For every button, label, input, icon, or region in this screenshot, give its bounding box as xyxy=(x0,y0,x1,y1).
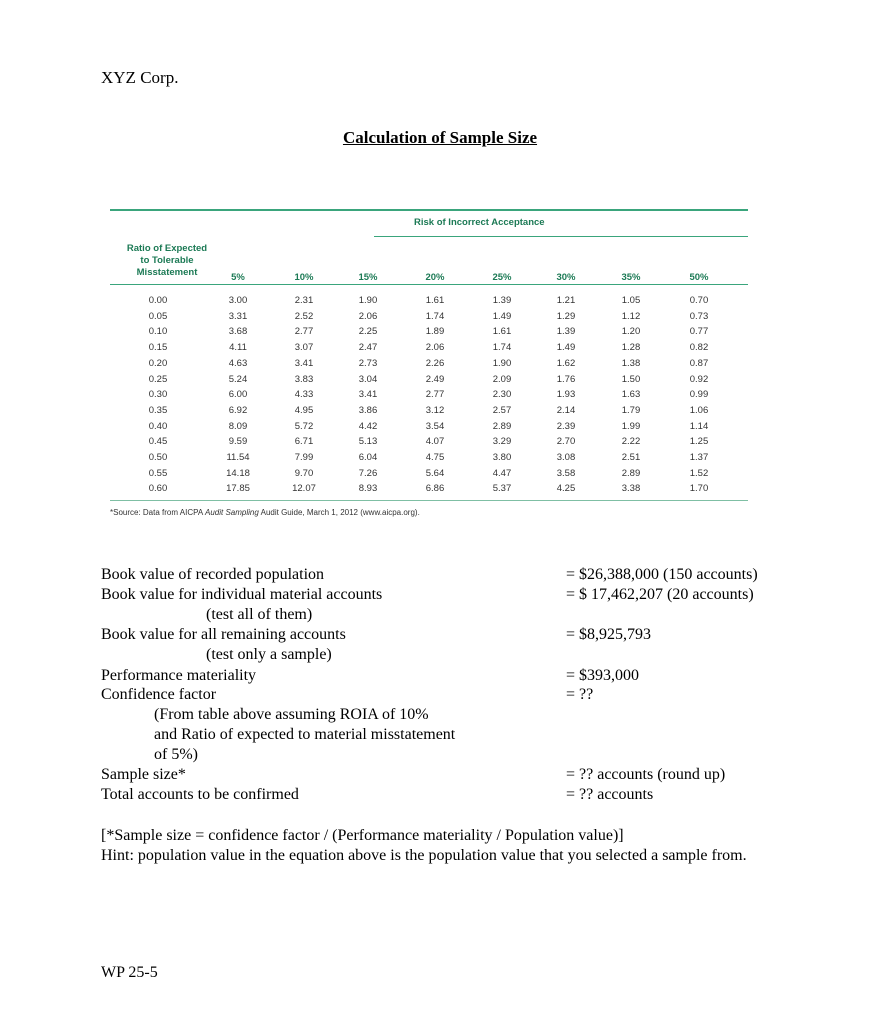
table-cell: 1.28 xyxy=(621,342,641,354)
table-cell: 4.25 xyxy=(556,483,576,495)
table-cell: 6.71 xyxy=(294,436,314,448)
table-cell: 2.39 xyxy=(556,420,576,432)
table-cell: 1.70 xyxy=(689,483,709,495)
table-cell: 2.26 xyxy=(425,357,445,369)
table-cell: 3.83 xyxy=(294,373,314,385)
table-cell: 5.24 xyxy=(228,373,248,385)
table-cell: 4.33 xyxy=(294,389,314,401)
table-cell: 1.93 xyxy=(556,389,576,401)
table-cell: 0.70 xyxy=(689,295,709,306)
column-header: 30% xyxy=(556,272,576,283)
table-cell: 1.05 xyxy=(621,295,641,306)
total-accounts-label: Total accounts to be confirmed xyxy=(101,786,299,803)
sample-size-label: Sample size* xyxy=(101,766,186,783)
table-cell: 2.14 xyxy=(556,404,576,416)
table-cell: 12.07 xyxy=(292,483,316,495)
material-value: = $ 17,462,207 (20 accounts) xyxy=(566,586,754,603)
table-cell: 11.54 xyxy=(226,452,250,463)
risk-header: Risk of Incorrect Acceptance xyxy=(414,217,545,228)
table-cell: 14.18 xyxy=(226,467,250,479)
table-cell: 5.37 xyxy=(492,483,512,495)
confidence-note-2: and Ratio of expected to material misstatement xyxy=(154,726,456,743)
table-cell: 2.47 xyxy=(358,342,378,354)
table-cell: 1.21 xyxy=(556,295,576,306)
source-prefix: *Source: Data from AICPA xyxy=(110,508,206,517)
table-cell: 3.80 xyxy=(492,452,512,463)
ratio-cell: 0.40 xyxy=(148,420,168,432)
column-header: 25% xyxy=(492,272,512,283)
book-value-label: Book value of recorded population xyxy=(101,566,325,583)
table-cell: 3.12 xyxy=(425,404,445,416)
table-cell: 1.49 xyxy=(492,310,512,322)
ratio-cell: 0.60 xyxy=(148,483,168,495)
table-cell: 1.38 xyxy=(621,357,641,369)
table-cell: 2.70 xyxy=(556,436,576,448)
column-header-rule xyxy=(110,284,748,285)
table-cell: 2.22 xyxy=(621,436,641,448)
performance-value: = $393,000 xyxy=(566,667,640,684)
table-cell: 3.54 xyxy=(425,420,445,432)
remaining-note: (test only a sample) xyxy=(206,646,332,663)
table-cell: 0.87 xyxy=(689,357,709,369)
table-cell: 3.86 xyxy=(358,404,378,416)
ratio-cell: 0.20 xyxy=(148,357,168,369)
table-cell: 1.90 xyxy=(492,357,512,369)
performance-label: Performance materiality xyxy=(101,667,257,684)
confidence-value: = ?? xyxy=(566,686,594,703)
table-cell: 2.25 xyxy=(358,326,378,338)
table-cell: 5.13 xyxy=(358,436,378,448)
column-header: 5% xyxy=(231,272,245,283)
ratio-cell: 0.45 xyxy=(148,436,168,448)
ratio-cell: 0.55 xyxy=(148,467,168,479)
table-cell: 3.58 xyxy=(556,467,576,479)
table-cell: 1.37 xyxy=(689,452,709,463)
table-cell: 2.57 xyxy=(492,404,512,416)
workpaper-ref: WP 25-5 xyxy=(101,964,158,981)
table-cell: 5.64 xyxy=(425,467,445,479)
table-cell: 6.04 xyxy=(358,452,378,463)
table-cell: 3.08 xyxy=(556,452,576,463)
table-cell: 1.99 xyxy=(621,420,641,432)
table-cell: 1.79 xyxy=(621,404,641,416)
table-cell: 4.95 xyxy=(294,404,314,416)
risk-header-rule xyxy=(374,236,748,237)
confidence-label: Confidence factor xyxy=(101,686,217,703)
table-cell: 2.49 xyxy=(425,373,445,385)
table-cell: 1.62 xyxy=(556,357,576,369)
table-cell: 7.99 xyxy=(294,452,314,463)
table-cell: 1.90 xyxy=(358,295,378,306)
material-note: (test all of them) xyxy=(206,606,313,623)
table-cell: 3.00 xyxy=(228,295,248,306)
table-cell: 6.92 xyxy=(228,404,248,416)
confidence-note-1: (From table above assuming ROIA of 10% xyxy=(154,706,429,723)
table-cell: 1.50 xyxy=(621,373,641,385)
table-cell: 2.06 xyxy=(358,310,378,322)
confidence-note-3: of 5%) xyxy=(154,746,198,763)
table-cell: 2.52 xyxy=(294,310,314,322)
ratio-header-line: Misstatement xyxy=(136,267,198,278)
table-cell: 2.77 xyxy=(425,389,445,401)
table-cell: 4.75 xyxy=(425,452,445,463)
table-cell: 0.73 xyxy=(689,310,709,322)
table-cell: 2.09 xyxy=(492,373,512,385)
ratio-header xyxy=(122,243,212,279)
table-cell: 0.77 xyxy=(689,326,709,338)
table-cell: 4.63 xyxy=(228,357,248,369)
table-cell: 2.30 xyxy=(492,389,512,401)
ratio-cell: 0.25 xyxy=(148,373,168,385)
table-cell: 2.89 xyxy=(492,420,512,432)
table-cell: 17.85 xyxy=(226,483,250,495)
table-cell: 1.61 xyxy=(425,295,445,306)
table-cell: 3.04 xyxy=(358,373,378,385)
page-title: Calculation of Sample Size xyxy=(342,128,538,147)
table-cell: 4.47 xyxy=(492,467,512,479)
company-name: XYZ Corp. xyxy=(101,68,179,87)
ratio-cell: 0.50 xyxy=(148,452,168,463)
table-cell: 9.70 xyxy=(294,467,314,479)
table-cell: 2.31 xyxy=(294,295,314,306)
ratio-header-line: to Tolerable xyxy=(140,255,194,266)
ratio-header-line: Ratio of Expected xyxy=(126,243,208,254)
ratio-cell: 0.10 xyxy=(148,326,168,338)
remaining-value: = $8,925,793 xyxy=(566,626,652,643)
column-header: 15% xyxy=(358,272,378,283)
table-cell: 2.77 xyxy=(294,326,314,338)
table-cell: 1.39 xyxy=(556,326,576,338)
table-cell: 3.38 xyxy=(621,483,641,495)
source-suffix: Audit Guide, March 1, 2012 (www.aicpa.org). xyxy=(258,508,420,517)
table-cell: 9.59 xyxy=(228,436,248,448)
table-cell: 4.11 xyxy=(229,342,247,354)
table-cell: 3.29 xyxy=(492,436,512,448)
material-label: Book value for individual material accounts xyxy=(101,586,383,603)
table-cell: 6.86 xyxy=(425,483,445,495)
ratio-cell: 0.05 xyxy=(148,310,168,322)
table-cell: 2.06 xyxy=(425,342,445,354)
column-header: 10% xyxy=(294,272,314,283)
table-cell: 1.76 xyxy=(556,373,576,385)
table-cell: 3.41 xyxy=(358,389,378,401)
table-cell: 0.92 xyxy=(689,373,709,385)
table-cell: 8.93 xyxy=(358,483,378,495)
hint-note: Hint: population value in the equation above is the population value that you selected a sample from. xyxy=(101,847,747,864)
formula-note: [*Sample size = confidence factor / (Performance materiality / Population value)] xyxy=(101,827,624,844)
table-cell: 2.73 xyxy=(358,357,378,369)
table-cell: 1.12 xyxy=(621,310,641,322)
table-cell: 1.06 xyxy=(689,404,709,416)
table-cell: 4.07 xyxy=(425,436,445,448)
table-cell: 3.68 xyxy=(228,326,248,338)
table-cell: 0.82 xyxy=(689,342,709,354)
book-value-value: = $26,388,000 (150 accounts) xyxy=(566,566,758,583)
total-accounts-value: = ?? accounts xyxy=(566,786,654,803)
table-cell: 3.31 xyxy=(228,310,248,322)
table-cell: 4.42 xyxy=(358,420,378,432)
table-bottom-rule xyxy=(110,500,748,501)
ratio-cell: 0.35 xyxy=(148,404,168,416)
table-cell: 1.29 xyxy=(556,310,576,322)
ratio-cell: 0.00 xyxy=(148,295,168,306)
table-cell: 5.72 xyxy=(294,420,314,432)
source-italic: Audit Sampling xyxy=(205,508,259,517)
table-cell: 7.26 xyxy=(358,467,378,479)
ratio-cell: 0.15 xyxy=(148,342,168,354)
table-cell: 1.74 xyxy=(425,310,445,322)
table-cell: 1.74 xyxy=(492,342,512,354)
remaining-label: Book value for all remaining accounts xyxy=(101,626,346,643)
table-cell: 1.20 xyxy=(621,326,641,338)
column-header: 20% xyxy=(425,272,445,283)
table-cell: 1.61 xyxy=(492,326,512,338)
table-source xyxy=(110,508,420,517)
table-cell: 1.39 xyxy=(492,295,512,306)
table-cell: 0.99 xyxy=(689,389,709,401)
table-cell: 8.09 xyxy=(228,420,248,432)
table-cell: 1.89 xyxy=(425,326,445,338)
table-cell: 1.49 xyxy=(556,342,576,354)
table-cell: 1.25 xyxy=(689,436,709,448)
table-cell: 3.41 xyxy=(294,357,314,369)
ratio-cell: 0.30 xyxy=(148,389,168,401)
table-cell: 3.07 xyxy=(294,342,314,354)
table-cell: 6.00 xyxy=(228,389,248,401)
sample-size-value: = ?? accounts (round up) xyxy=(566,766,726,783)
table-cell: 2.89 xyxy=(621,467,641,479)
table-top-rule xyxy=(110,209,748,211)
notes-block xyxy=(101,826,781,866)
table-cell: 1.52 xyxy=(689,467,709,479)
table-cell: 1.14 xyxy=(689,420,709,432)
confidence-factor-table xyxy=(110,209,748,501)
column-header: 50% xyxy=(689,272,709,283)
column-header: 35% xyxy=(621,272,641,283)
table-cell: 1.63 xyxy=(621,389,641,401)
table-cell: 2.51 xyxy=(621,452,641,463)
